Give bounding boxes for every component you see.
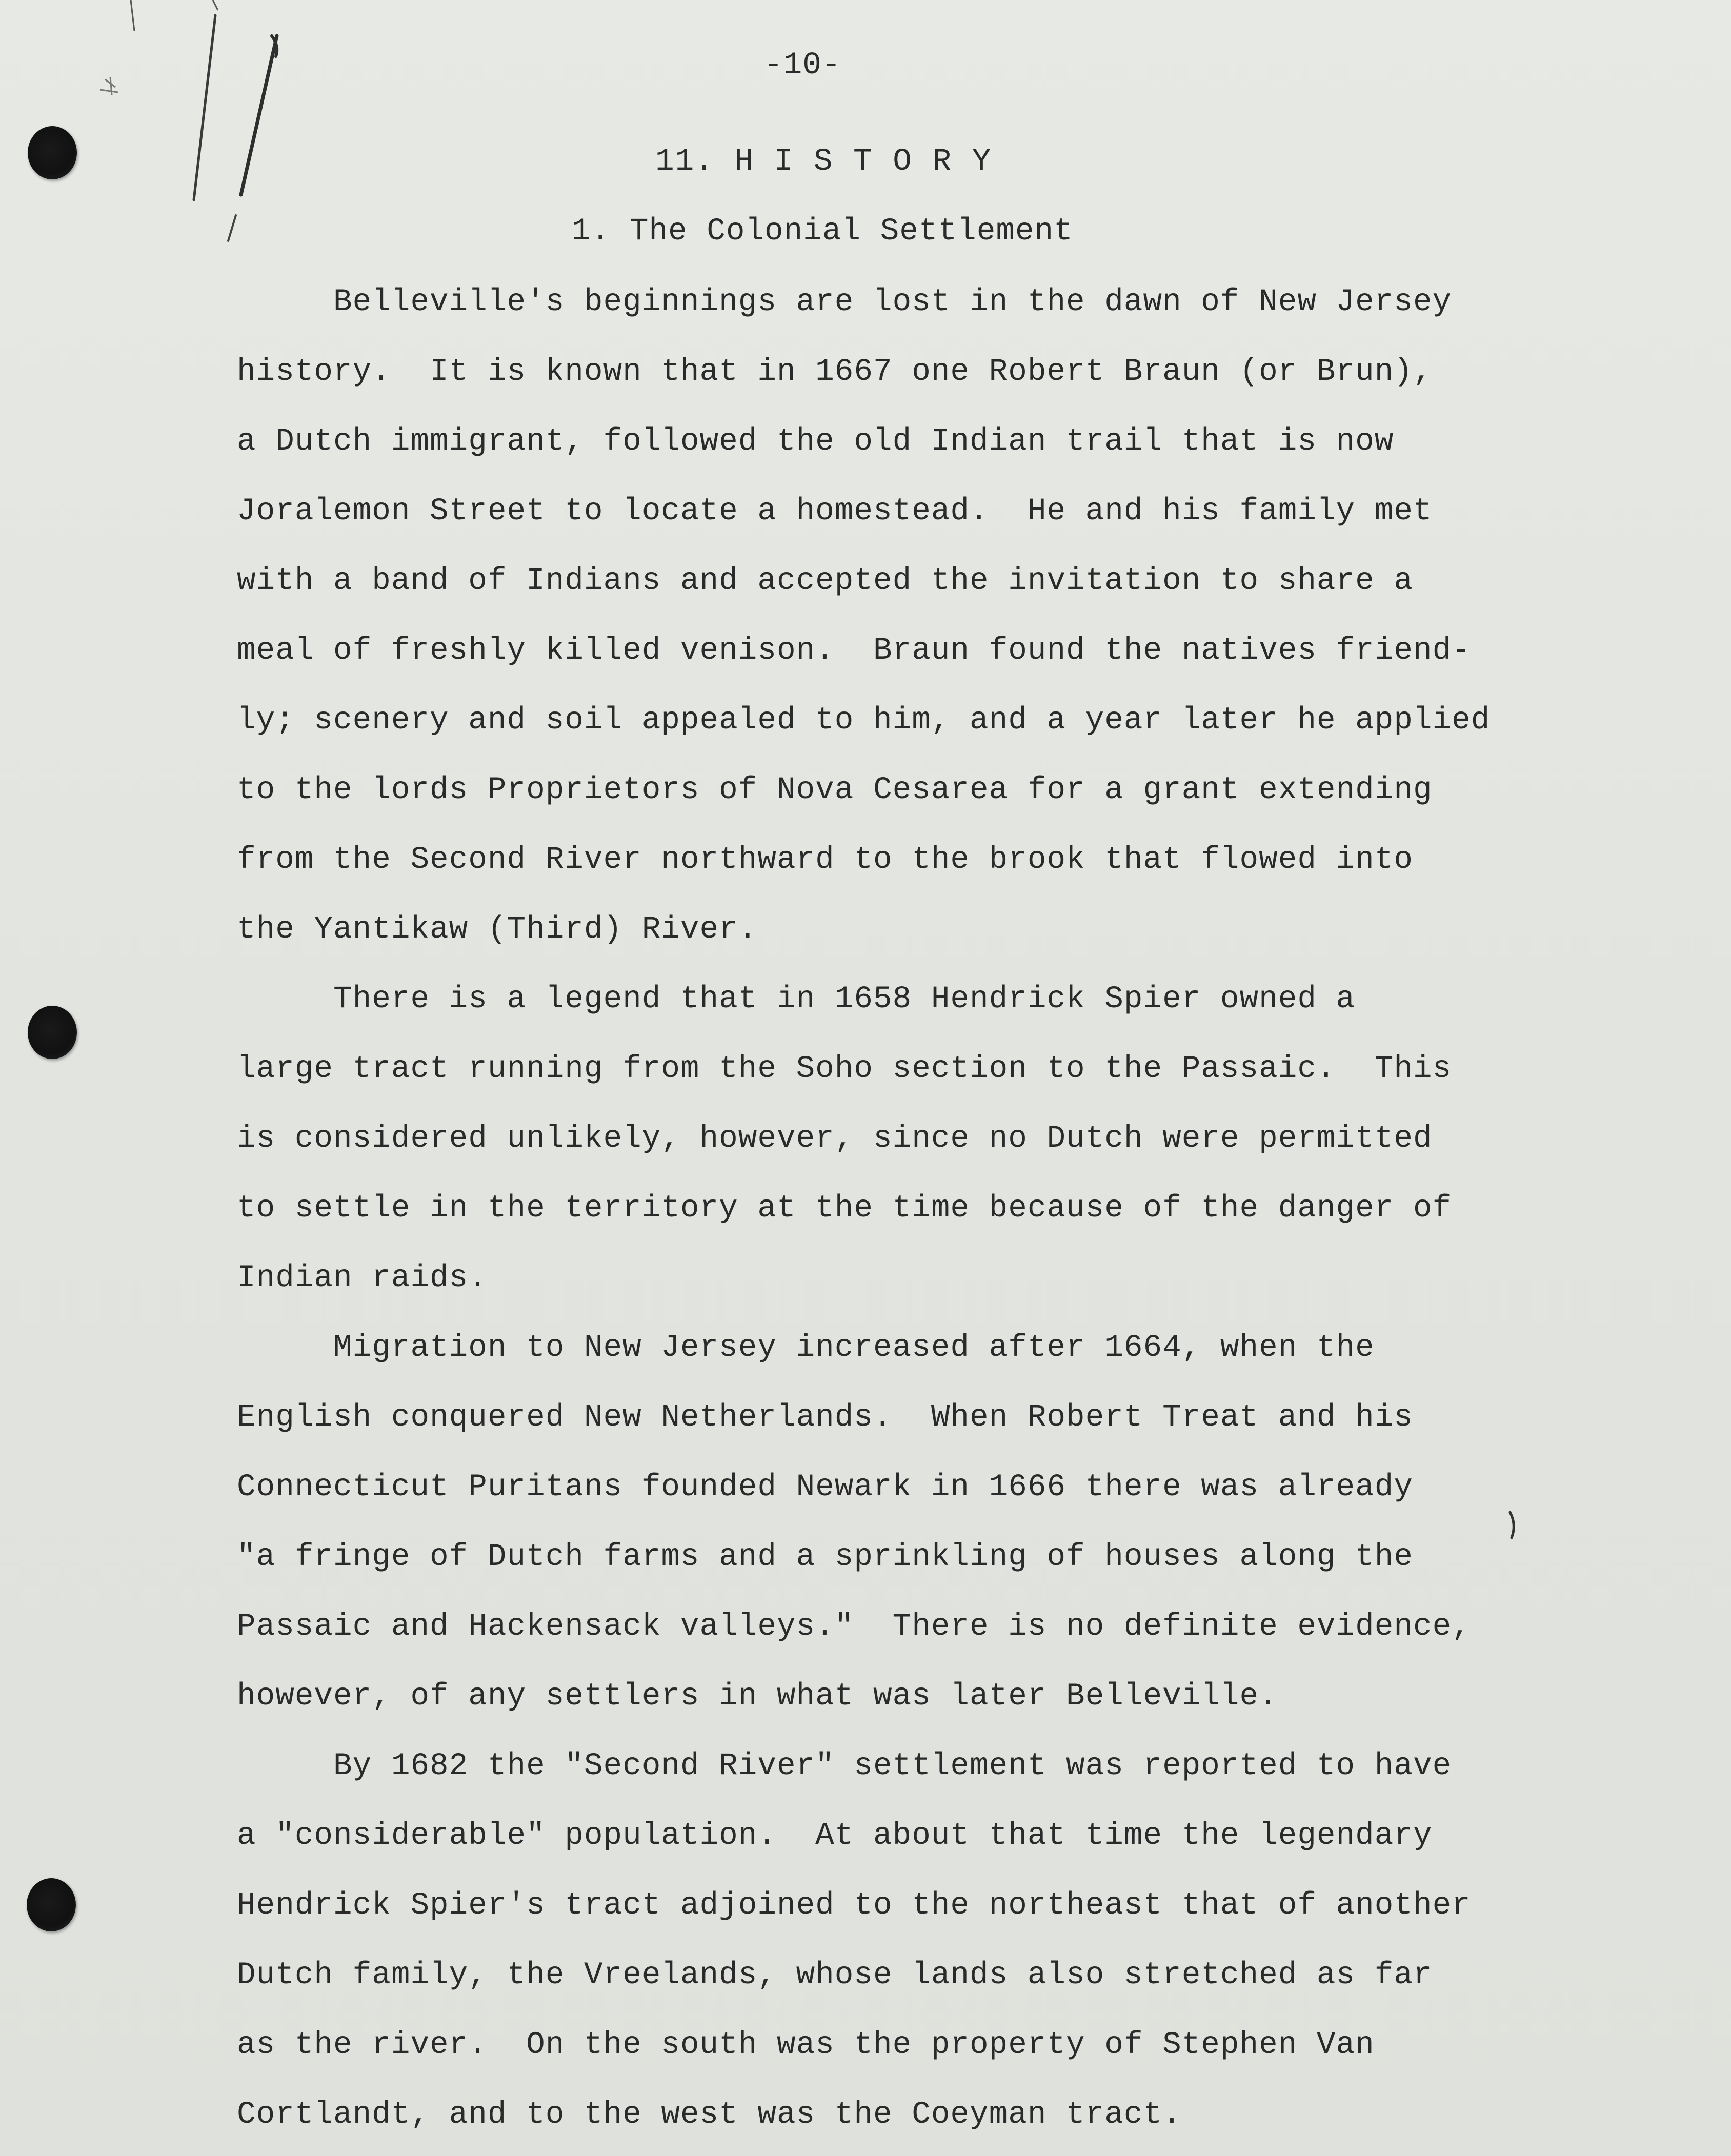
text-line: a Dutch immigrant, followed the old Indian trail that is now (237, 424, 1394, 459)
text-line: large tract running from the Soho section to the Passaic. This (237, 1051, 1452, 1087)
pencil-marks (0, 0, 359, 267)
subsection-heading: 1. The Colonial Settlement (572, 214, 1073, 249)
text-line: the Yantikaw (Third) River. (237, 912, 758, 947)
section-heading: 11. H I S T O R Y (655, 144, 992, 179)
text-line: Passaic and Hackensack valleys." There is no definite evidence, (237, 1609, 1471, 1644)
text-line: with a band of Indians and accepted the invitation to share a (237, 563, 1413, 599)
text-line: ly; scenery and soil appealed to him, and a year later he applied (237, 703, 1491, 738)
text-line: meal of freshly killed venison. Braun found the natives friend- (237, 633, 1471, 668)
text-line: Joralemon Street to locate a homestead. He and his family met (237, 494, 1433, 529)
text-line: to settle in the territory at the time because of the danger of (237, 1191, 1452, 1226)
text-line: There is a legend that in 1658 Hendrick Spier owned a (237, 982, 1356, 1017)
text-line: however, of any settlers in what was later Belleville. (237, 1679, 1278, 1714)
text-line: English conquered New Netherlands. When Robert Treat and his (237, 1400, 1413, 1435)
text-line: history. It is known that in 1667 one Robert Braun (or Brun), (237, 354, 1433, 390)
page-number: -10- (764, 48, 841, 83)
text-line: Cortlandt, and to the west was the Coeyman tract. (237, 2097, 1182, 2132)
text-line: as the river. On the south was the property of Stephen Van (237, 2027, 1375, 2063)
text-line: Hendrick Spier's tract adjoined to the northeast that of another (237, 1888, 1471, 1923)
text-line: Dutch family, the Vreelands, whose lands also stretched as far (237, 1958, 1433, 1993)
text-line: is considered unlikely, however, since no Dutch were permitted (237, 1121, 1433, 1156)
binder-hole-middle (28, 1006, 77, 1059)
text-line: "a fringe of Dutch farms and a sprinkling of houses along the (237, 1539, 1413, 1575)
text-line: from the Second River northward to the brook that flowed into (237, 842, 1413, 878)
body-text (237, 268, 1621, 2150)
text-line: to the lords Proprietors of Nova Cesarea for a grant extending (237, 772, 1433, 808)
text-line: Indian raids. (237, 1260, 488, 1296)
binder-hole-bottom (27, 1878, 76, 1931)
text-line: Connecticut Puritans founded Newark in 1666 there was already (237, 1470, 1413, 1505)
text-line: a "considerable" population. At about that time the legendary (237, 1818, 1433, 1854)
text-line: By 1682 the "Second River" settlement was reported to have (237, 1748, 1452, 1784)
text-line: Belleville's beginnings are lost in the dawn of New Jersey (237, 284, 1452, 320)
text-line: Migration to New Jersey increased after 1664, when the (237, 1330, 1375, 1366)
